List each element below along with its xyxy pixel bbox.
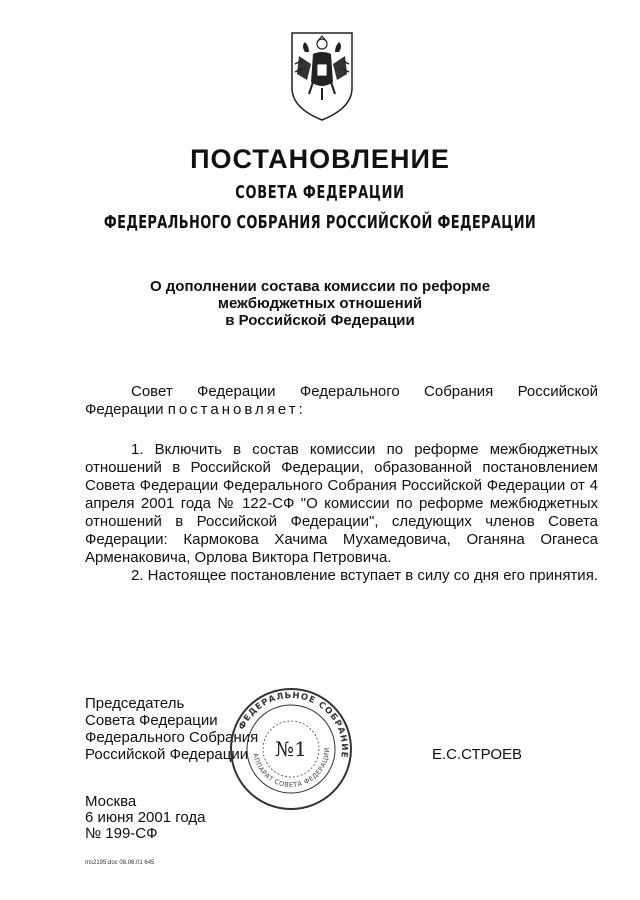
subject-line: в Российской Федерации xyxy=(225,312,415,329)
seal-number: №1 xyxy=(275,737,307,761)
place-date-block xyxy=(85,794,206,842)
intro-paragraph xyxy=(85,383,598,419)
resolution-items xyxy=(85,441,598,585)
document-title: ПОСТАНОВЛЕНИЕ xyxy=(190,144,450,174)
resolution-item-1: 1. Включить в состав комиссии по реформе межбюджетных отношений в Российской Федерации, образованной постановлением Совета Федерации Федерального Собрания Российской Федерации от 4 апреля 2001 года № 122-СФ "О комиссии по реформе межбюджетных отношений в Российской Федерации", следующих членов Совета Федерации: Кармокова Хачима Мухамедовича, Оганяна Оганеса Арменаковича, Орлова Виктора Петровича. xyxy=(85,441,598,566)
document-number: № 199-СФ xyxy=(85,825,158,842)
svg-text:АППАРАТ СОВЕТА ФЕДЕРАЦИИ: АППАРАТ СОВЕТА ФЕДЕРАЦИИ xyxy=(251,747,332,790)
subject-line: О дополнении состава комиссии по реформе xyxy=(149,278,491,295)
file-reference: ms2195.doc 08.06.01 645 xyxy=(85,860,155,866)
signatory-line: Федерального Собрания xyxy=(85,729,259,746)
subject-line: межбюджетных отношений xyxy=(217,295,423,312)
document-subtitle-council: СОВЕТА ФЕДЕРАЦИИ xyxy=(235,182,405,203)
signatory-line: Совета Федерации xyxy=(85,712,218,729)
svg-text:ФЕДЕРАЛЬНОЕ СОБРАНИЕ: ФЕДЕРАЛЬНОЕ СОБРАНИЕ xyxy=(237,690,350,759)
document-date: 6 июня 2001 года xyxy=(85,809,206,826)
signatory-line: Российской Федерации xyxy=(85,746,249,763)
place-city: Москва xyxy=(85,793,137,810)
coat-of-arms-emblem xyxy=(289,30,355,122)
intro-verb: постановляет: xyxy=(167,401,306,418)
document-subtitle-assembly: ФЕДЕРАЛЬНОГО СОБРАНИЯ РОССИЙСКОЙ ФЕДЕРАЦИИ xyxy=(103,212,537,233)
signatory-name: Е.С.СТРОЕВ xyxy=(432,746,523,763)
intro-text: Совет Федерации Федерального Собрания Российской Федерации xyxy=(85,383,598,418)
official-seal-stamp xyxy=(228,686,354,812)
resolution-item-2: 2. Настоящее постановление вступает в силу со дня его принятия. xyxy=(131,567,598,584)
document-subject xyxy=(120,278,520,329)
signatory-line: Председатель xyxy=(85,695,185,712)
